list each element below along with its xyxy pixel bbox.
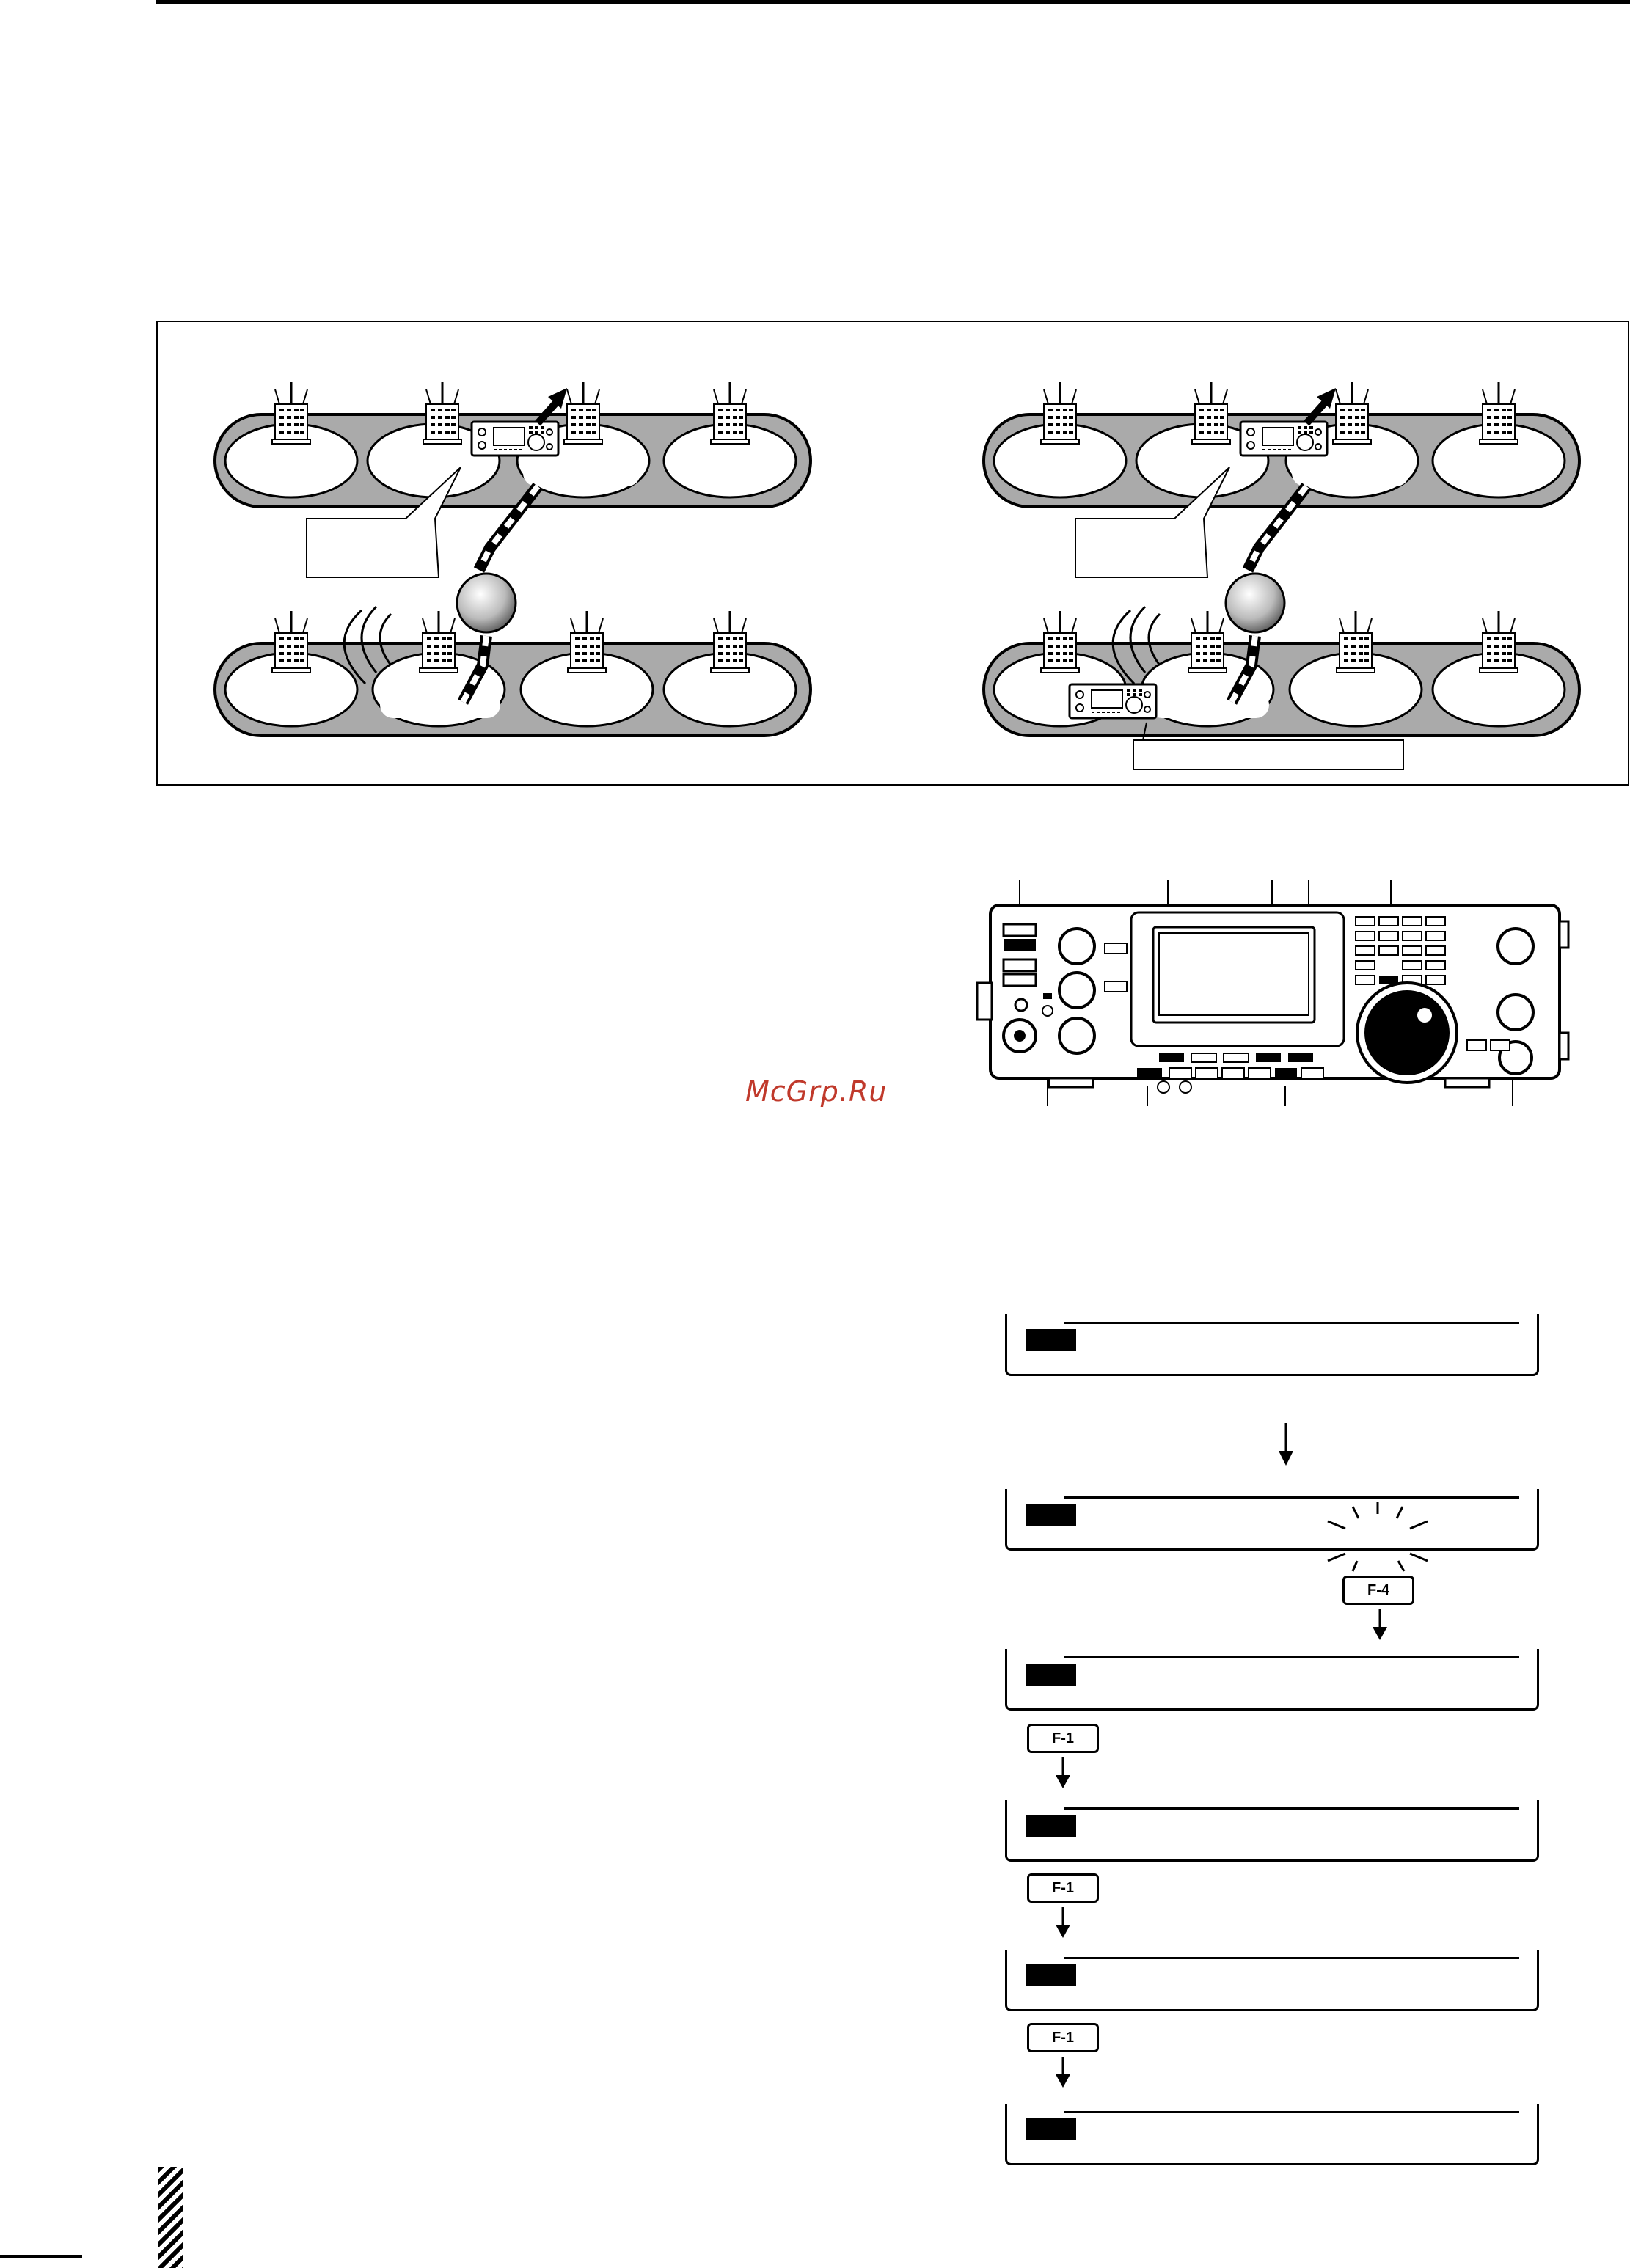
display-screen-3	[1005, 1649, 1539, 1711]
display-tag	[1026, 2118, 1076, 2140]
display-screen-1	[1005, 1314, 1539, 1376]
display-screen-2	[1005, 1489, 1539, 1551]
display-screen-6	[1005, 2104, 1539, 2165]
f1-key-3[interactable]: F-1	[1027, 2023, 1099, 2052]
display-tag	[1026, 1504, 1076, 1526]
header-rule	[156, 0, 1630, 4]
display-tag	[1026, 1664, 1076, 1686]
section-stripe	[158, 2167, 183, 2268]
footer-rule	[0, 2255, 82, 2258]
display-tag	[1026, 1329, 1076, 1351]
network-right	[984, 382, 1579, 769]
display-tag	[1026, 1964, 1076, 1986]
f1-key-2[interactable]: F-1	[1027, 1873, 1099, 1903]
arrow-down-icon	[1052, 1757, 1074, 1790]
watermark-text: McGrp.Ru	[745, 1075, 888, 1108]
arrow-down-icon	[1052, 2057, 1074, 2089]
display-screen-4	[1005, 1800, 1539, 1862]
network-diagram	[156, 321, 1629, 786]
display-tag	[1026, 1815, 1076, 1837]
f1-key-1[interactable]: F-1	[1027, 1724, 1099, 1753]
network-left	[215, 382, 811, 736]
display-screen-5	[1005, 1950, 1539, 2011]
arrow-down-icon	[1369, 1609, 1391, 1642]
arrow-down-icon	[1275, 1423, 1297, 1467]
transceiver-panel	[961, 873, 1577, 1159]
f4-key[interactable]: F-4	[1342, 1576, 1414, 1605]
arrow-down-icon	[1052, 1907, 1074, 1939]
blink-icon	[1313, 1499, 1438, 1573]
